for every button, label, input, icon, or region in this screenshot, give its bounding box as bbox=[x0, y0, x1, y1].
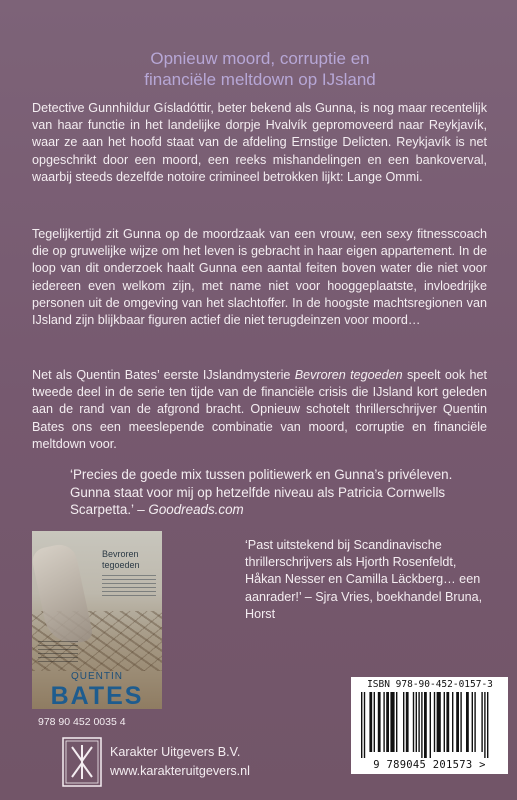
barcode-bar bbox=[437, 692, 441, 752]
barcode-bar bbox=[418, 692, 419, 752]
barcode-isbn-label: ISBN 978-90-452-0157-3 bbox=[367, 679, 493, 690]
paragraph-3-intro: Net als Quentin Bates’ eerste IJslandmysterie bbox=[32, 368, 295, 382]
barcode-bar bbox=[430, 692, 431, 758]
barcode-bar bbox=[406, 692, 409, 752]
isbn-barcode bbox=[351, 677, 508, 774]
barcode-bar bbox=[466, 692, 469, 752]
barcode-bar bbox=[481, 692, 482, 752]
barcode-bar bbox=[416, 692, 417, 752]
barcode-bar bbox=[421, 692, 422, 758]
barcode-bar bbox=[474, 692, 475, 752]
barcode-bar bbox=[424, 692, 427, 758]
review-quote-source: Goodreads.com bbox=[148, 502, 244, 517]
review-quote-bookseller: ‘Past uitstekend bij Scandinavische thrillerschrijvers als Hjorth Rosenfeldt, Håkan Nesser en Camilla Läckberg… een aanrader!’ – Sjra Vries, boekhandel Bruna, Horst bbox=[245, 538, 483, 621]
cover-author-last-name: BATES bbox=[50, 682, 144, 709]
barcode-bar bbox=[403, 692, 404, 752]
barcode-bar bbox=[487, 692, 488, 758]
barcode-bar bbox=[386, 692, 389, 752]
review-quote-text: ‘Precies de goede mix tussen politiewerk en Gunna’s privéleven. Gunna staat voor mij op hetzelfde niveau als Patricia Cornwells Scarpetta.’ – bbox=[70, 467, 453, 517]
previous-book-cover bbox=[32, 531, 162, 709]
barcode-bar bbox=[413, 692, 414, 752]
barcode-bar bbox=[460, 692, 461, 752]
previous-book-cover-title: Bevroren tegoeden bbox=[102, 549, 140, 570]
barcode-bar bbox=[452, 692, 453, 752]
publisher-url: www.karakteruitgevers.nl bbox=[110, 764, 250, 778]
barcode-bar bbox=[396, 692, 397, 752]
paragraph-synopsis-2: Tegelijkertijd zit Gunna op de moordzaak van een vrouw, een sexy fitnesscoach die op gruwelijke wijze om het leven is gebracht in haar eigen appartement. In de loop van dit onderzoek haalt Gunna een aantal feiten boven water die niet voor iedereen even welkom zijn, met name niet voor hooggeplaatste, invloedrijke personen uit de omgeving van het slachtoffer. In de hoogste machtsregionen van IJsland zijn blijkbaar figuren actief die niet terugdeinzen voor moord… bbox=[32, 227, 487, 328]
barcode-bar bbox=[369, 692, 372, 752]
paragraph-synopsis-3 bbox=[32, 367, 487, 453]
barcode-bar bbox=[456, 692, 459, 752]
review-quote-goodreads bbox=[70, 466, 480, 519]
barcode-bar bbox=[390, 692, 394, 752]
barcode-bar bbox=[446, 692, 449, 752]
publisher-name: Karakter Uitgevers B.V. bbox=[110, 745, 241, 759]
barcode-bar bbox=[434, 692, 435, 752]
cover-side-text-lines bbox=[38, 641, 78, 663]
cover-blurb-lines bbox=[102, 575, 156, 599]
barcode-digits: 9 789045 201573 > bbox=[373, 759, 486, 771]
barcode-bar bbox=[383, 692, 384, 752]
paragraph-synopsis-1: Detective Gunnhildur Gísladóttir, beter bekend als Gunna, is nog maar recentelijk van haar functie in het landelijke dorpje Hvalvík gepromoveerd naar Reykjavík, waar ze aan het hoofd staat van de afdeling Ernstige Delicten. Reykjavík is net opgeschrikt door een moord, een reeks mishandelingen en een bankoverval, waarbij steeds dezelfde notoire crimineel betrokken lijkt: Lange Ommi. bbox=[32, 101, 487, 184]
barcode-bar bbox=[361, 692, 362, 758]
paragraph-3-rest: speelt ook het tweede deel in de serie ten tijde van de financiële crisis die IJsland kort geleden aan de rand van de afgrond bracht. Opnieuw schotelt thrillerschrijver Quentin Bates ons een meeslepende combinatie van moord, corruptie en financiële meltdown voor. bbox=[32, 368, 487, 451]
cover-author-first-name: QUENTIN bbox=[71, 671, 123, 682]
publisher-logo-icon bbox=[62, 737, 102, 787]
previous-book-isbn: 978 90 452 0035 4 bbox=[38, 716, 126, 728]
previous-book-title-inline: Bevroren tegoeden bbox=[294, 368, 403, 382]
headline: Opnieuw moord, corruptie en financiële meltdown op IJsland bbox=[144, 49, 376, 89]
barcode-bar bbox=[472, 692, 473, 752]
barcode-bars bbox=[357, 692, 502, 758]
barcode-bar bbox=[364, 692, 365, 758]
barcode-bar bbox=[484, 692, 485, 758]
barcode-bar bbox=[374, 692, 375, 752]
barcode-bar bbox=[378, 692, 381, 752]
barcode-bar bbox=[444, 692, 445, 752]
